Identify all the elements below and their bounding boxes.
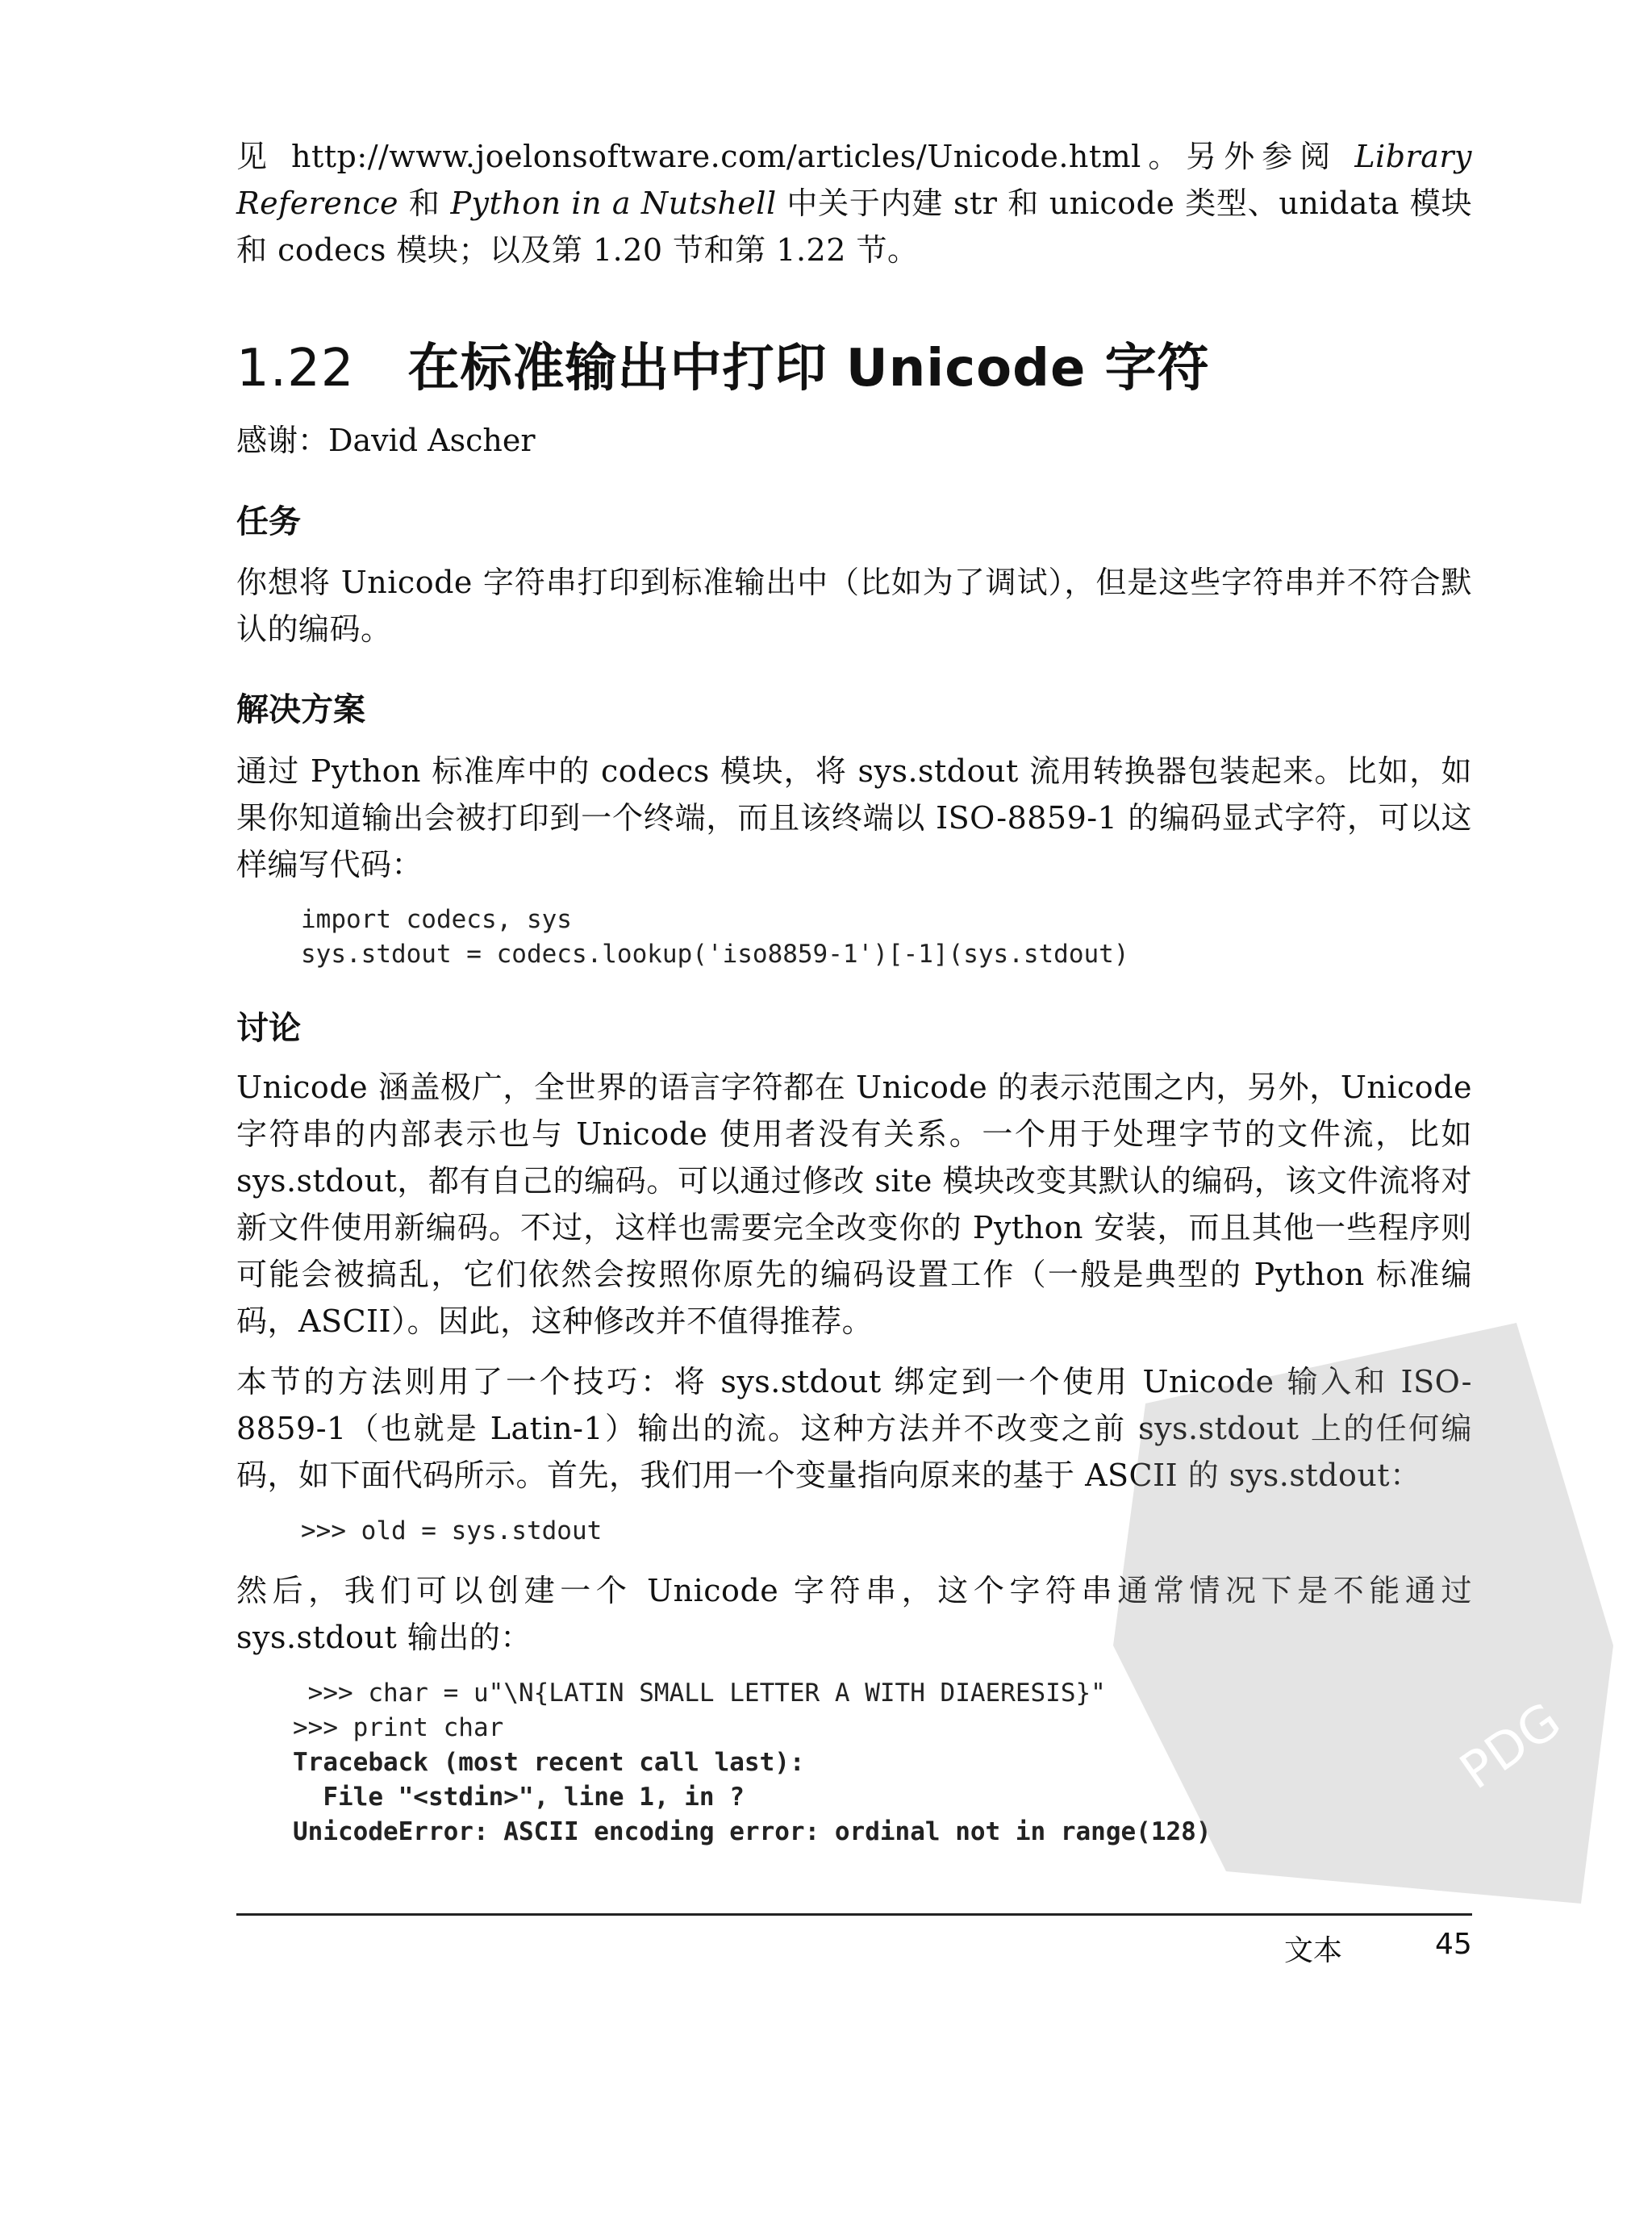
page-number: 45 (1435, 1928, 1472, 1961)
section-number: 1.22 (236, 339, 355, 398)
discussion-text-1: Unicode 涵盖极广，全世界的语言字符都在 Unicode 的表示范围之内，另外，Unicode 字符串的内部表示也与 Unicode 使用者没有关系。一个用于处理字节的文件流，比如 sys.stdout，都有自己的编码。可以通过修改 site 模块改变其默认的编码，该文件流将对新文件使用新编码。不过，这样也需要完全改变你的 Python 安装，而且其他一些程序则可能会被搞乱，它们依然会按照你原先的编码设置工作（一般是典型的 Python 标准编码，ASCII）。因此，这种修改并不值得推荐。 (236, 1070, 1472, 1339)
library-reference-title: Library Reference (236, 139, 1472, 221)
watermark-text: PDG (1449, 1691, 1571, 1801)
intro-after-url: 。另外参阅 (1141, 139, 1355, 174)
footer-rule (236, 1913, 1472, 1916)
solution-text: 通过 Python 标准库中的 codecs 模块，将 sys.stdout 流用转换器包装起来。比如，如果你知道输出会被打印到一个终端，而且该终端以 ISO-8859-1 的编码显式字符，可以这样编写代码： (236, 753, 1472, 882)
solution-heading: 解决方案 (236, 691, 365, 728)
discussion-paragraph-1 (236, 1064, 1472, 1345)
solution-paragraph (236, 748, 1472, 888)
section-heading (236, 327, 1210, 401)
task-text: 你想将 Unicode 字符串打印到标准输出中（比如为了调试），但是这些字符串并不符合默认的编码。 (236, 565, 1472, 647)
section-credit: 感谢：David Ascher (236, 423, 536, 458)
section-title: 在标准输出中打印 Unicode 字符 (407, 339, 1210, 398)
discussion-text-3: 然后，我们可以创建一个 Unicode 字符串，这个字符串通常情况下是不能通过 sys.stdout 输出的： (236, 1573, 1472, 1655)
intro-url: http://www.joelonsoftware.com/articles/Unicode.html (291, 139, 1141, 174)
discussion-heading: 讨论 (236, 1010, 301, 1047)
intro-tail: 中关于内建 str 和 unicode 类型、unidata 模块和 codecs 模块；以及第 1.20 节和第 1.22 节。 (236, 186, 1472, 268)
intro-before-url: 见 (236, 139, 292, 174)
footer-label: 文本 (1284, 1934, 1343, 1967)
char-code-block: >>> char = u"\N{LATIN SMALL LETTER A WITH DIAERESIS}" >>> print char (293, 1679, 1106, 1742)
traceback-output: Traceback (most recent call last): File "<stdin>", line 1, in ? UnicodeError: ASCII encoding error: ordinal not in range(128) (293, 1748, 1212, 1846)
intro-and: 和 (398, 186, 451, 221)
python-in-a-nutshell-title: Python in a Nutshell (450, 186, 777, 221)
task-heading: 任务 (236, 503, 301, 540)
old-stdout-code: >>> old = sys.stdout (301, 1516, 603, 1545)
discussion-text-2: 本节的方法则用了一个技巧：将 sys.stdout 绑定到一个使用 Unicode 输入和 ISO-8859-1（也就是 Latin-1）输出的流。这种方法并不改变之前 sys.stdout 上的任何编码，如下面代码所示。首先，我们用一个变量指向原来的基于 ASCII 的 sys.stdout： (236, 1364, 1472, 1493)
task-paragraph (236, 559, 1472, 653)
watermark-seal (1097, 1307, 1629, 1920)
intro-paragraph (236, 133, 1472, 273)
solution-code-block: import codecs, sys sys.stdout = codecs.lookup('iso8859-1')[-1](sys.stdout) (301, 905, 1129, 969)
